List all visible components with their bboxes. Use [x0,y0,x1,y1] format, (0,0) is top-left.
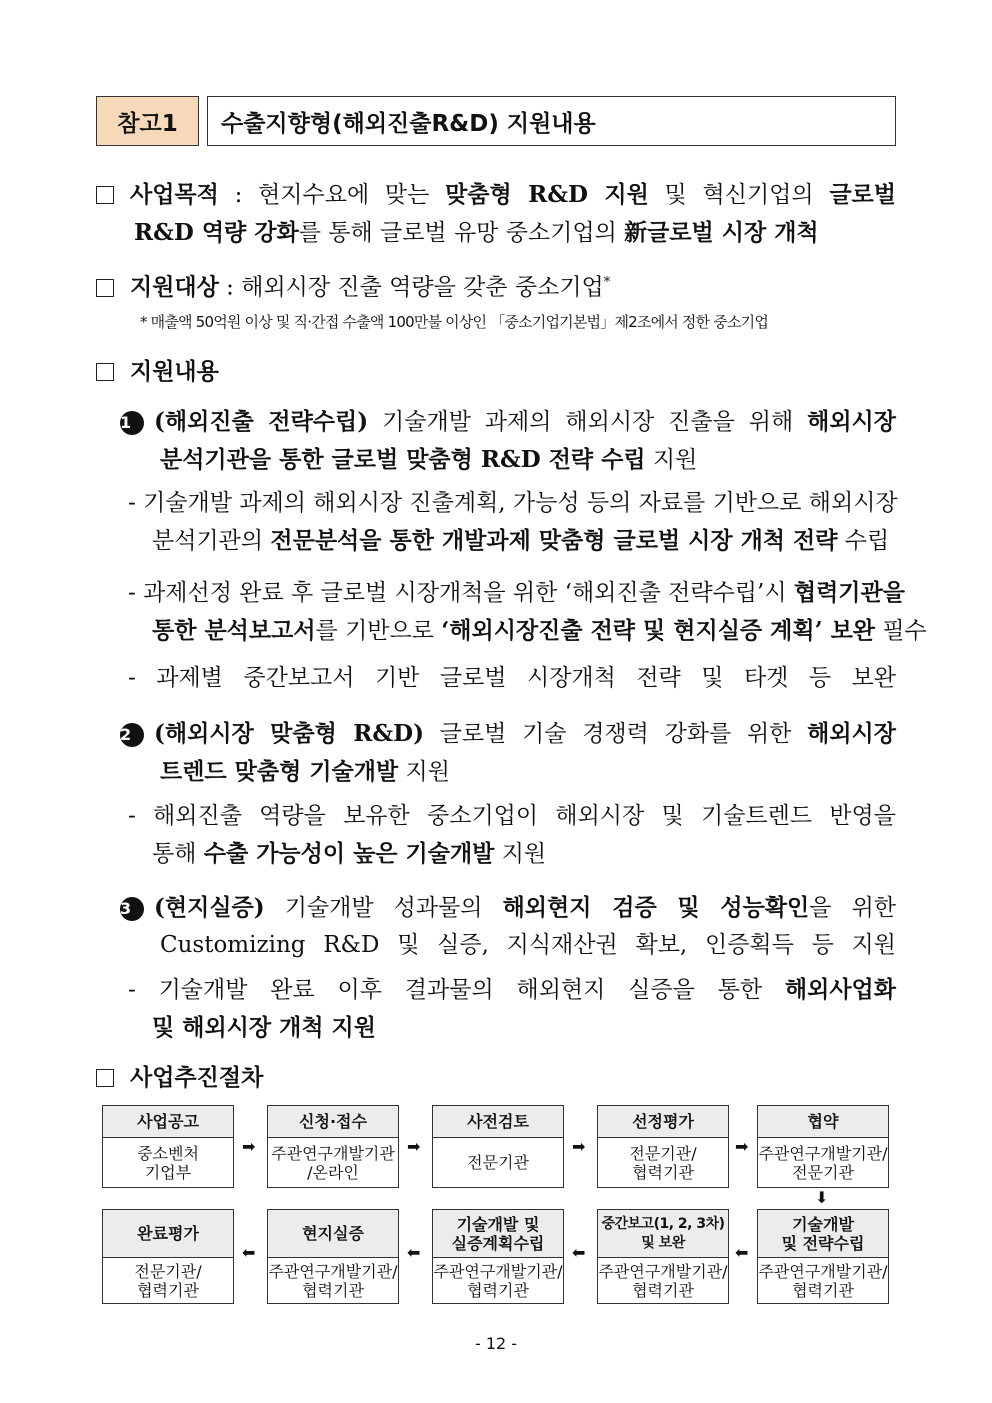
arrow-right-icon: ➡ [735,1137,749,1156]
text: 기술개발 성과물의 [264,895,503,921]
step-title: 기술개발 및 전략수립 [758,1210,888,1258]
arrow-right-icon: ➡ [572,1137,586,1156]
text-line [128,971,896,1009]
text: - 과제선정 완료 후 글로벌 시장개척을 위한 ‘해외진출 전략수립’시 [128,580,794,606]
text-bold: 해외시장 [807,408,896,435]
step-body: 전문기관/ 협력기관 [629,1143,697,1182]
procedure-heading-line [96,1060,896,1097]
text: 및 혁신기업의 [648,182,830,208]
arrow-left-icon: ⬅ [407,1243,421,1262]
arrow-right-icon: ➡ [407,1137,421,1156]
target-line [96,264,896,307]
step-development-strategy [757,1209,889,1304]
text: Customizing R&D 및 실증, 지식재산권 확보, 인증획득 등 지원 [160,932,896,958]
text: 수립 [837,528,890,554]
item-1-line-2 [120,441,896,479]
content-section [96,354,896,391]
item-3-detail-1 [128,971,896,1046]
text-bold: 트렌드 맞춤형 기술개발 [160,758,399,785]
step-application [267,1105,399,1188]
arrow-left-icon: ⬅ [242,1243,256,1262]
text: - 기술개발 과제의 해외시장 진출계획, 가능성 등의 자료를 기반으로 해외시장 [128,490,898,516]
text-bold: 통한 분석보고서 [152,617,316,644]
item-1-detail-3 [128,660,896,697]
text-bold: (현지실증) [154,894,265,921]
purpose-line-1 [96,176,896,214]
target-heading: 지원대상 [130,274,219,301]
text: 필수 [875,618,927,644]
text-line [128,522,896,560]
text: : 해외시장 진출 역량을 갖춘 중소기업 [218,274,604,301]
item-2-detail-1 [128,798,896,873]
text-bold: 맞춤형 R&D 지원 [445,181,649,208]
text: 통해 [152,841,204,867]
step-body: 중소벤처 기업부 [137,1143,199,1182]
step-body: 주관연구개발기관/ 협력기관 [758,1261,888,1300]
target-note: * 매출액 50억원 이상 및 직·간접 수출액 100만불 이상인 「중소기업기본법」제2조에서 정한 중소기업 [140,312,769,331]
text: 글로벌 기술 경쟁력 강화를 위한 [423,721,808,747]
purpose-line-2 [96,214,896,252]
footnote-mark: * [603,275,611,290]
item-1-detail-2 [128,574,927,650]
number-badge-2: 2 [120,723,144,747]
text: - 과제별 중간보고서 기반 글로벌 시장개척 전략 및 타겟 등 보완 [128,665,896,691]
text-line [128,612,927,650]
text-bold: 해외현지 검증 및 성능확인 [502,894,810,921]
page-title: 수출지향형(해외진출R&D) 지원내용 [207,96,896,146]
item-2 [120,715,896,791]
step-body: 주관연구개발기관/ 전문기관 [758,1143,888,1182]
purpose-heading: 사업목적 [130,182,219,208]
text: 를 기반으로 [315,618,442,644]
item-1 [120,403,896,479]
step-selection [597,1105,729,1188]
step-final-evaluation [102,1209,234,1304]
step-title: 현지실증 [268,1210,398,1258]
item-2-line-2 [120,753,896,791]
procedure-heading: 사업추진절차 [130,1065,264,1091]
text-line [128,574,905,612]
step-body: 주관연구개발기관 /온라인 [271,1143,395,1182]
content-heading: 지원내용 [130,359,219,385]
text-bold: 전문분석을 통한 개발과제 맞춤형 글로벌 시장 개척 전략 [270,527,838,554]
step-pre-review [432,1105,564,1188]
text-bold: R&D 역량 강화 [134,219,299,246]
step-body: 주관연구개발기관/ 협력기관 [268,1261,398,1300]
item-1-line-1 [120,403,896,441]
text: 지원 [494,841,547,867]
text-bold: ‘해외시장진출 전략 및 현지실증 계획’ 보완 [441,617,876,644]
procedure-section [96,1060,896,1097]
text-bold: 글로벌 [829,181,896,208]
item-2-line-1 [120,715,896,753]
reference-label: 참고1 [96,96,199,146]
text: 기술개발 과제의 해외시장 진출을 위해 [368,409,808,435]
step-title: 사전검토 [433,1106,563,1138]
text: 지원 [398,759,450,785]
checkbox-icon [96,363,114,381]
step-title: 완료평가 [103,1210,233,1258]
text-bold: 분석기관을 통한 글로벌 맞춤형 R&D 전략 수립 [160,446,646,473]
item-1-detail-1 [128,485,896,560]
number-badge-3: 3 [120,897,144,921]
step-body: 주관연구개발기관/ 협력기관 [433,1261,563,1300]
text: 을 위한 [809,895,897,921]
step-title: 협약 [758,1106,888,1138]
text-bold: (해외시장 맞춤형 R&D) [154,720,424,747]
step-demo-plan [432,1209,564,1304]
text-bold: (해외진출 전략수립) [154,408,369,435]
step-interim-report [597,1209,729,1304]
step-announcement [102,1105,234,1188]
text: 분석기관의 [152,528,271,554]
step-title: 사업공고 [103,1106,233,1138]
content-heading-line [96,354,896,391]
text: 지원 [645,447,698,473]
text-bold: 해외시장 [807,720,896,747]
text: - 기술개발 완료 이후 결과물의 해외현지 실증을 통한 [128,977,785,1003]
text-bold: 新글로벌 시장 개척 [624,219,819,246]
text: 를 통해 글로벌 유망 중소기업의 [298,220,625,246]
step-title: 신청·접수 [268,1106,398,1138]
checkbox-icon [96,279,114,297]
step-title: 중간보고(1, 2, 3차) 및 보완 [598,1210,728,1258]
item-3-line-1 [120,889,896,927]
arrow-left-icon: ⬅ [735,1243,749,1262]
arrow-down-icon: ⬇ [815,1188,829,1207]
step-body: 전문기관 [467,1153,529,1172]
item-3 [120,889,896,964]
target-section [96,264,896,332]
text-bold: 수출 가능성이 높은 기술개발 [203,840,495,867]
step-title: 선정평가 [598,1106,728,1138]
text: : 현지수요에 맞는 [218,182,446,208]
text: - 해외진출 역량을 보유한 중소기업이 해외시장 및 기술트렌드 반영을 [128,803,896,829]
step-agreement [757,1105,889,1188]
number-badge-1: 1 [120,411,144,435]
step-body: 주관연구개발기관/ 협력기관 [598,1261,728,1300]
step-body: 전문기관/ 협력기관 [134,1261,202,1300]
arrow-left-icon: ⬅ [572,1243,586,1262]
text-bold: 협력기관을 [793,579,905,606]
text-line [128,835,896,873]
arrow-right-icon: ➡ [242,1137,256,1156]
checkbox-icon [96,1069,114,1087]
text-bold: 해외사업화 [784,976,896,1003]
step-title: 기술개발 및 실증계획수립 [433,1210,563,1258]
text-bold: 및 해외시장 개척 지원 [152,1014,376,1041]
purpose-section [96,176,896,252]
step-field-demo [267,1209,399,1304]
page-number: - 12 - [474,1334,518,1353]
checkbox-icon [96,186,114,204]
